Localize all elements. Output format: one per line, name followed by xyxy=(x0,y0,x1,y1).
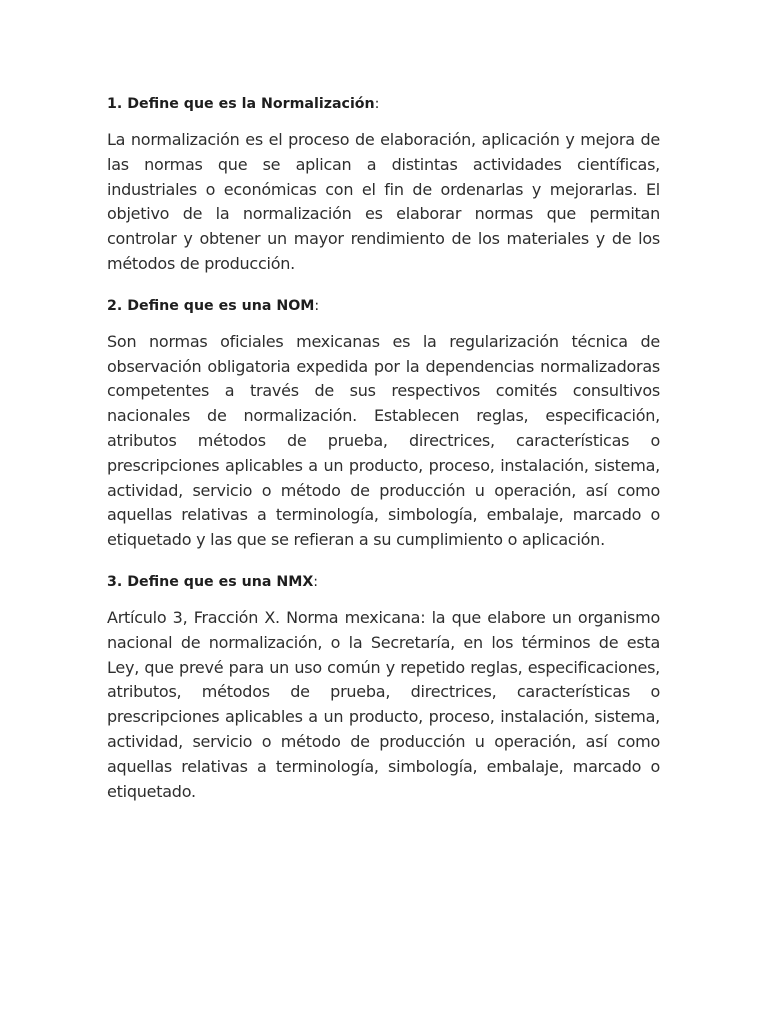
question-1-number: 1. xyxy=(107,96,123,112)
document-page xyxy=(107,92,660,821)
answer-2-paragraph: Son normas oficiales mexicanas es la regularización técnica de observación obligatoria expedida por la dependencias normalizadoras competentes a través de sus respectivos comités consultivos nacionales de normalización. Establecen reglas, especificación, atributos métodos de prueba, directrices, características o prescripciones aplicables a un producto, proceso, instalación, sistema, actividad, servicio o método de producción u operación, así como aquellas relativas a terminología, simbología, embalaje, marcado o etiquetado y las que se refieran a su cumplimiento o aplicación. xyxy=(107,331,660,550)
question-2-number: 2. xyxy=(107,297,123,314)
question-3-number: 3. xyxy=(107,573,123,590)
question-3-heading xyxy=(107,570,660,594)
question-2-text: Define que es una NOM xyxy=(127,297,315,314)
question-2-colon: : xyxy=(314,297,320,314)
question-2-heading xyxy=(107,294,660,318)
answer-1-paragraph: La normalización es el proceso de elaboración, aplicación y mejora de las normas que se aplican a distintas actividades científicas, industriales o económicas con el fin de ordenarlas y mejorarlas. El objetivo de la normalización es elaborar normas que permitan controlar y obtener un mayor rendimiento de los materiales y de los métodos de producción. xyxy=(107,130,660,273)
question-3-text: Define que es una NMX xyxy=(127,573,314,590)
question-3-colon: : xyxy=(313,573,319,590)
answer-3-paragraph: Artículo 3, Fracción X. Norma mexicana: la que elabore un organismo nacional de normalización, o la Secretaría, en los términos de esta Ley, que prevé para un uso común y repetido reglas, especificaciones, atributos, métodos de prueba, directrices, características o prescripciones aplicables a un producto, proceso, instalación, sistema, actividad, servicio o método de producción u operación, así como aquellas relativas a terminología, simbología, embalaje, marcado o etiquetado. xyxy=(107,607,660,801)
question-1-colon: : xyxy=(374,96,380,112)
question-1-text: Define que es la Normalización xyxy=(127,96,375,112)
question-1-heading xyxy=(107,92,660,116)
